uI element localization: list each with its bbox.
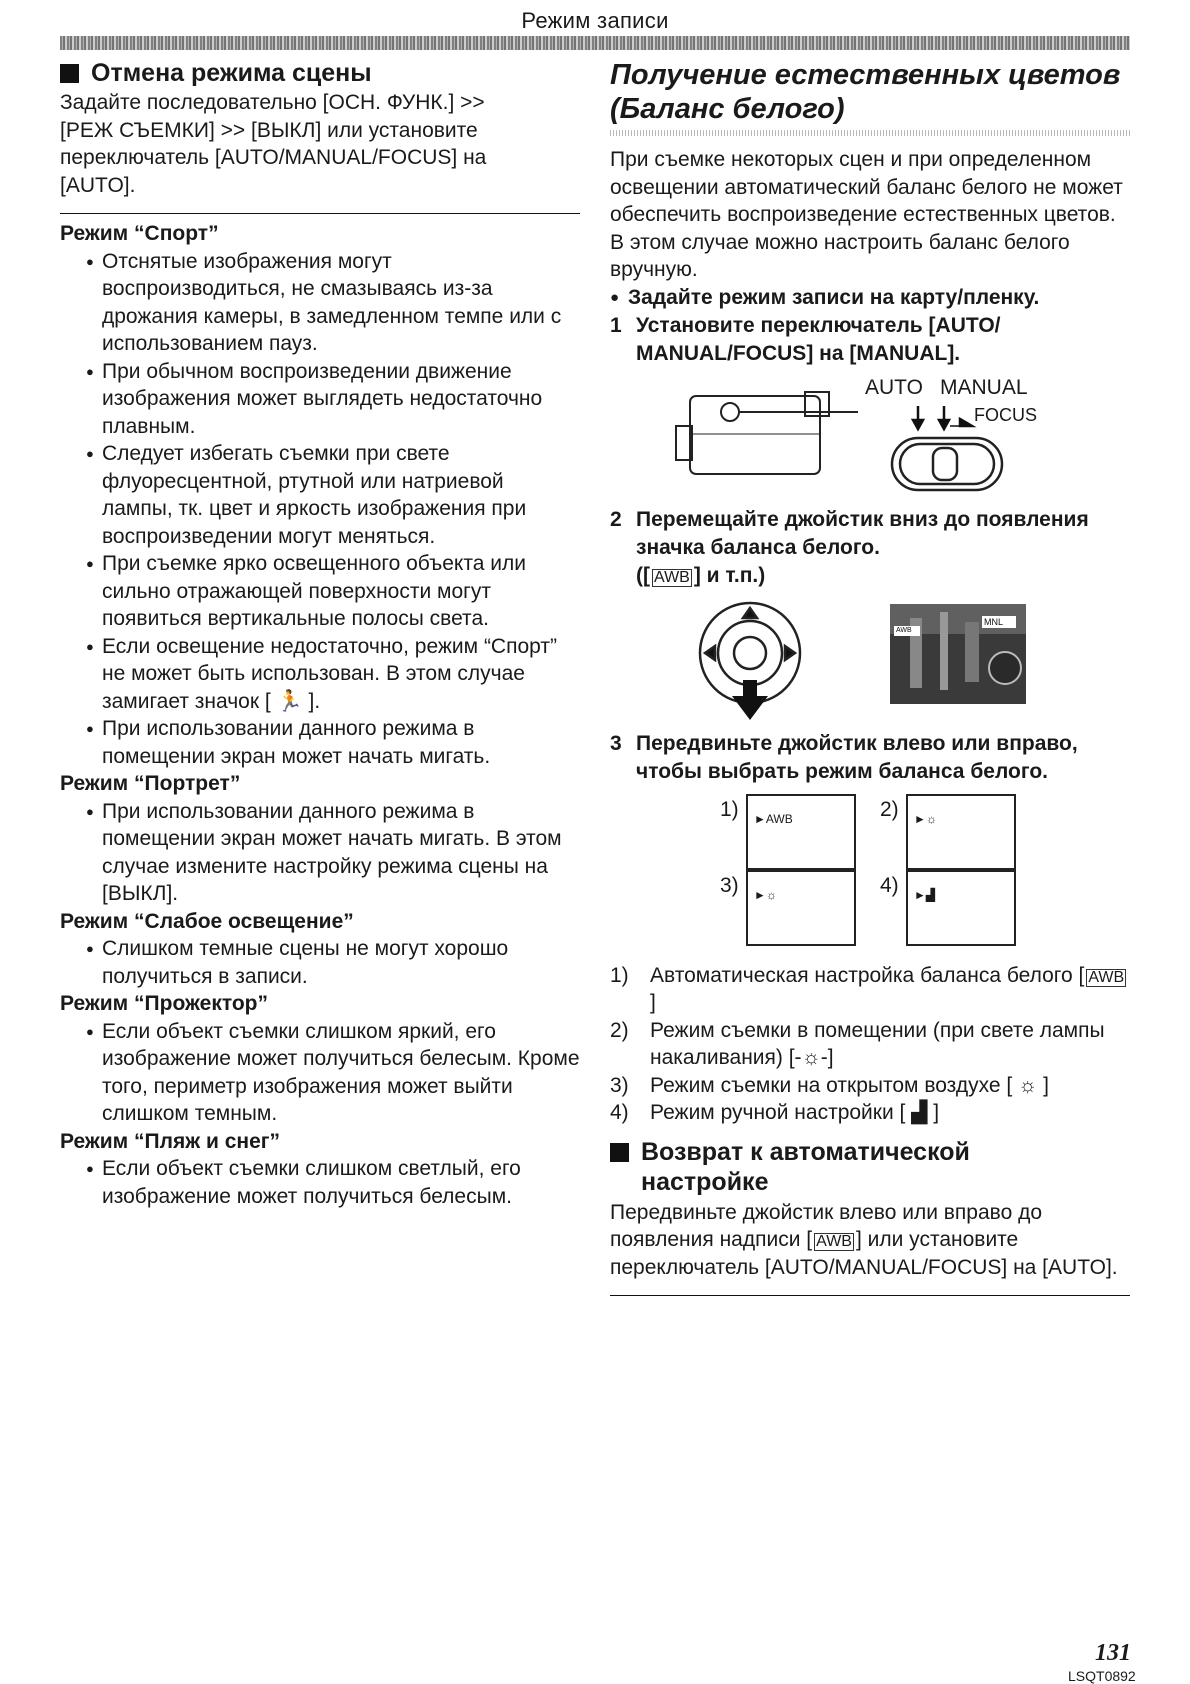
list-item-number: 3)	[610, 1073, 629, 1097]
list-item-text: Режим ручной настройки [ ▟ ]	[650, 1101, 940, 1124]
mini-screen-icon: ►AWB	[754, 811, 793, 826]
mini-screen-icon: ►▟	[914, 887, 936, 902]
awb-icon: AWB	[816, 1233, 852, 1250]
page-number: 131	[1095, 1640, 1131, 1666]
return-auto-title	[641, 1137, 970, 1197]
switch-label-auto: AUTO	[865, 375, 923, 399]
step-text-paren-close: ] и т.п.)	[693, 563, 766, 587]
switch-illustration	[610, 374, 1130, 502]
list-item-text: Режим съемки в помещении (при свете лампы накаливания) [-☼-]	[650, 1018, 1105, 1069]
list-item: ● При обычном воспроизведении движение изображения может выглядеть недостаточно плавным.	[60, 358, 580, 441]
return-auto-body	[610, 1199, 1130, 1282]
screen-mnl-label: MNL	[984, 616, 1004, 627]
list-item-number: 1)	[610, 963, 629, 987]
step-number: 1	[610, 313, 622, 337]
lcd-screen-image	[890, 604, 1026, 704]
step-2	[610, 506, 1130, 590]
square-bullet-icon	[610, 1143, 629, 1162]
list-item: ● При съемке ярко освещенного объекта или сильно отражающей поверхности могут появиться вертикальные полосы света.	[60, 550, 580, 633]
list-item: ● Если объект съемки слишком светлый, его изображение может получиться белесым.	[60, 1155, 580, 1210]
section-divider	[610, 1295, 1130, 1296]
awb-icon: AWB	[1088, 968, 1125, 986]
return-auto-heading	[610, 1137, 1130, 1197]
list-item-text-end: ]	[650, 991, 656, 1014]
list-item-number: 4)	[610, 1101, 629, 1124]
record-mode-bullet: ● Задайте режим записи на карту/пленку.	[610, 284, 1130, 312]
list-item: ● Следует избегать съемки при свете флуоресцентной, ртутной или натриевой лампы, тк. цвет и яркость изображения при воспроизведении могут меняться.	[60, 440, 580, 550]
mini-screens-grid	[610, 794, 1130, 954]
header-band	[60, 36, 1130, 50]
step-text-main: Перемещайте джойстик вниз до появления значка баланса белого.	[636, 507, 1089, 559]
mode-beach-snow	[60, 1128, 580, 1211]
list-item-text: Режим съемки на открытом воздухе [ ☼ ]	[650, 1073, 1049, 1097]
camcorder-icon	[676, 392, 858, 474]
list-item	[610, 1072, 1130, 1100]
return-auto-body-end: ] или установите переключатель [AUTO/MANUAL/FOCUS] на [AUTO].	[610, 1228, 1118, 1279]
mode-sport	[60, 220, 580, 770]
step-text-paren-open: ([	[636, 563, 650, 587]
bullet-list	[60, 1018, 580, 1128]
white-balance-title	[610, 58, 1130, 126]
mode-title: Режим “Пляж и снег”	[60, 1129, 280, 1153]
bullet-list	[60, 798, 580, 908]
switch-label-focus: FOCUS	[974, 404, 1037, 425]
step-1	[610, 312, 1130, 368]
white-balance-title-line2: (Баланс белого)	[610, 93, 845, 125]
cancel-scene-body: Задайте последовательно [ОСН. ФУНК.] >> [РЕЖ СЪЕМКИ] >> [ВЫКЛ] или установите переключатель [AUTO/MANUAL/FOCUS] на [AUTO].	[60, 91, 487, 197]
cancel-scene-title: Отмена режима сцены	[91, 59, 372, 87]
return-auto-title-line2: настройке	[641, 1167, 769, 1196]
bullet-list	[60, 248, 580, 771]
mini-screen	[906, 794, 1016, 870]
step-3	[610, 730, 1130, 786]
white-balance-mode-list	[610, 962, 1130, 1127]
screen-awb-label: AWB	[896, 626, 912, 634]
mode-portrait	[60, 770, 580, 908]
white-balance-intro: При съемке некоторых сцен и при определенном освещении автоматический баланс белого не может обеспечить воспроизведение естественных цветов. В этом случае можно настроить баланс белого вручную.	[610, 148, 1123, 281]
section-divider	[60, 213, 580, 214]
bullet-list	[60, 1155, 580, 1210]
left-column	[60, 58, 580, 1210]
slide-switch	[892, 438, 1002, 490]
down-arrow-icon	[732, 680, 768, 720]
mode-title: Режим “Спорт”	[60, 222, 219, 245]
mini-screen-label: 2)	[880, 797, 899, 821]
mini-screen-icon: ►☼	[754, 887, 777, 902]
mode-low-light	[60, 908, 580, 991]
white-balance-title-line1: Получение естественных цветов	[610, 59, 1121, 91]
list-item	[610, 962, 1130, 1017]
list-item-text-main: Автоматическая настройка баланса белого [	[650, 963, 1085, 987]
mode-title: Режим “Слабое освещение”	[60, 909, 354, 933]
mini-screen-label: 1)	[720, 797, 739, 821]
right-column	[610, 58, 1130, 1296]
mode-title: Режим “Прожектор”	[60, 992, 268, 1015]
return-auto-body-main: Передвиньте джойстик влево или вправо до появления надписи [	[610, 1200, 1043, 1251]
document-code: LSQT0892	[1068, 1668, 1136, 1684]
list-item-number: 2)	[610, 1018, 629, 1042]
step-number: 3	[610, 731, 622, 755]
step-number: 2	[610, 507, 622, 531]
list-item-text	[650, 962, 1130, 1017]
page-header-title: Режим записи	[521, 8, 669, 33]
mini-screen	[746, 870, 856, 946]
bullet-list	[60, 935, 580, 990]
mini-screen-label: 3)	[720, 873, 739, 897]
mini-screen-label: 4)	[880, 873, 899, 897]
joystick-diagram	[610, 598, 1130, 724]
mode-title: Режим “Портрет”	[60, 772, 241, 795]
step-text: Передвиньте джойстик влево или вправо, чтобы выбрать режим баланса белого.	[636, 731, 1078, 783]
return-auto-title-line1: Возврат к автоматической	[641, 1137, 970, 1166]
square-bullet-icon	[60, 64, 79, 83]
step-text: Установите переключатель [AUTO/ MANUAL/FOCUS] на [MANUAL].	[636, 313, 1001, 365]
list-item	[610, 1099, 1130, 1127]
joystick-illustration	[610, 598, 1130, 724]
switch-label-manual: MANUAL	[940, 375, 1028, 399]
switch-arrows	[913, 406, 972, 429]
cancel-scene-heading	[60, 58, 580, 88]
list-item: ● Если освещение недостаточно, режим “Спорт” не может быть использован. В этом случае замигает значок [ 🏃 ].	[60, 633, 580, 716]
list-item	[610, 1017, 1130, 1072]
awb-icon: AWB	[654, 568, 690, 586]
mini-screen	[906, 870, 1016, 946]
title-dotted-rule	[610, 130, 1130, 136]
mode-spotlight	[60, 990, 580, 1128]
list-item: ● При использовании данного режима в помещении экран может начать мигать. В этом случае измените настройку режима сцены на [ВЫКЛ].	[60, 798, 580, 908]
mini-screen	[746, 794, 856, 870]
list-item: ● Слишком темные сцены не могут хорошо получиться в записи.	[60, 935, 580, 990]
list-item: ● При использовании данного режима в помещении экран может начать мигать.	[60, 715, 580, 770]
step-text	[636, 506, 1130, 590]
list-item: ● Если объект съемки слишком яркий, его изображение может получиться белесым. Кроме того, периметр изображения может выйти слишком темным.	[60, 1018, 580, 1128]
mini-screen-icon: ►☼	[914, 811, 937, 826]
list-item: ● Отснятые изображения могут воспроизводиться, не смазываясь из-за дрожания камеры, в замедленном темпе или с использованием пауз.	[60, 248, 580, 358]
